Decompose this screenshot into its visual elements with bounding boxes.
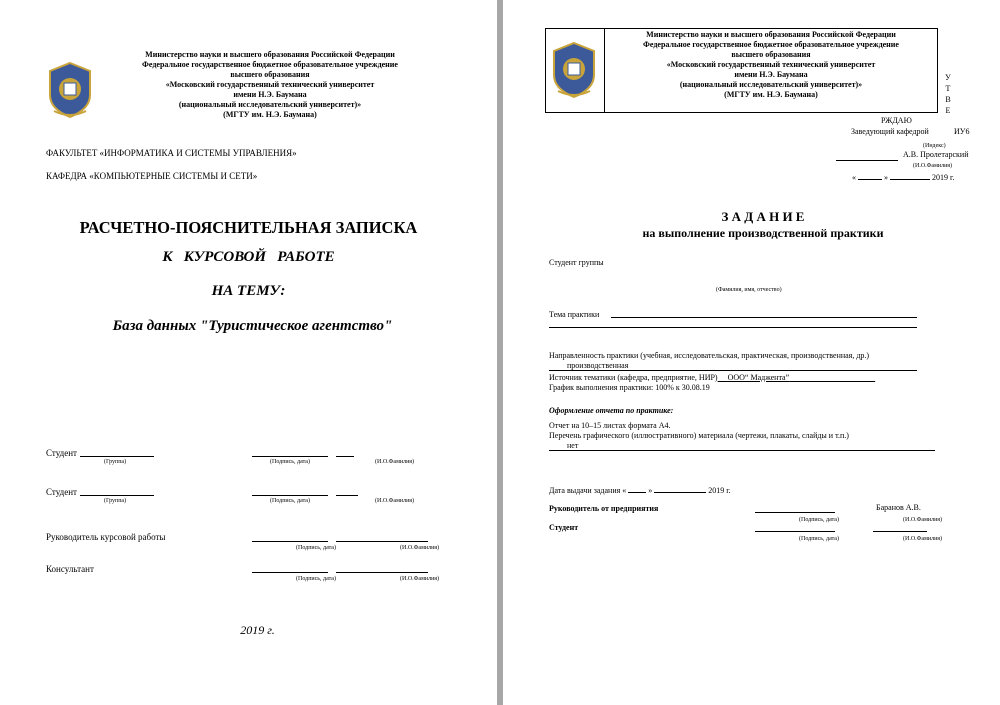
head-signature-field[interactable]	[836, 160, 898, 161]
topic-title: База данных "Туристическое агентство"	[112, 318, 393, 334]
header-line: (национальный исследовательский университет)»	[679, 80, 863, 89]
signature-field-short[interactable]	[336, 456, 354, 457]
quote-open: «	[852, 173, 856, 182]
name-field[interactable]	[336, 541, 428, 542]
header-line: Министерство науки и высшего образования Российской Федерации	[646, 30, 896, 39]
header-line: Министерство науки и высшего образования Российской Федерации	[145, 50, 395, 59]
document-subtitle: К КУРСОВОЙ РАБОТЕ	[162, 249, 335, 265]
approve-date	[852, 171, 954, 183]
signature-field[interactable]	[252, 541, 328, 542]
header-line: (МГТУ им. Н.Э. Баумана)	[724, 90, 818, 99]
quote-close: »	[884, 173, 888, 182]
university-header	[100, 50, 440, 120]
header-line: (национальный исследовательский университет)»	[178, 100, 362, 109]
student-label: Студент	[46, 448, 77, 458]
group-caption: (Группа)	[104, 498, 127, 504]
issue-date-label: Дата выдачи задания «	[549, 486, 627, 495]
document-title: РАСЧЕТНО-ПОЯСНИТЕЛЬНАЯ ЗАПИСКА	[79, 218, 418, 237]
approve-letters	[943, 72, 953, 116]
university-emblem-icon	[548, 41, 600, 99]
direction-value[interactable]: производственная	[567, 361, 629, 370]
supervisor-label: Руководитель курсовой работы	[46, 532, 166, 542]
year-label: 2019 г.	[240, 623, 275, 637]
company-supervisor-name: Баранов А.В.	[876, 503, 921, 512]
faculty-label: ФАКУЛЬТЕТ «ИНФОРМАТИКА И СИСТЕМЫ УПРАВЛЕНИЯ»	[46, 148, 297, 158]
approve-letter: Е	[945, 106, 951, 115]
issue-date-row	[549, 484, 731, 496]
index-caption: (Индекс)	[923, 143, 946, 149]
name-caption: (И.О.Фамилия)	[375, 459, 415, 465]
group-field[interactable]	[80, 495, 154, 496]
signature-field[interactable]	[252, 495, 328, 496]
day-field[interactable]	[858, 171, 882, 180]
name-field[interactable]	[336, 572, 428, 573]
university-emblem-icon	[44, 61, 96, 119]
head-name: А.В. Пролетарский	[903, 150, 969, 159]
sign-date-caption: (Подпись, дата)	[799, 517, 839, 523]
topic-field[interactable]	[611, 317, 917, 318]
report-heading: Оформление отчета по практике:	[549, 406, 674, 415]
approve-letter: У	[945, 73, 951, 82]
head-of-dept-label: Заведующий кафедрой	[851, 127, 929, 136]
assignment-subtitle: на выполнение производственной практики	[642, 226, 884, 240]
department-label: КАФЕДРА «КОМПЬЮТЕРНЫЕ СИСТЕМЫ И СЕТИ»	[46, 171, 258, 181]
signature-field[interactable]	[252, 572, 328, 573]
name-caption: (И.О.Фамилия)	[903, 536, 943, 542]
name-caption: (И.О.Фамилия)	[375, 498, 415, 504]
name-caption: (И.О.Фамилия)	[400, 545, 440, 551]
header-line: Федеральное государственное бюджетное образовательное учреждение	[142, 60, 398, 69]
name-caption: (И.О.Фамилия)	[400, 576, 440, 582]
header-line: «Московский государственный технический университет	[165, 80, 375, 89]
report-pages: Отчет на 10–15 листах формата А4.	[549, 421, 671, 430]
issue-date-label-close: »	[648, 486, 653, 495]
source-row	[549, 373, 875, 383]
header-line: «Московский государственный технический университет	[666, 60, 876, 69]
topic-field-line-2[interactable]	[549, 327, 917, 328]
io-caption: (И.О.Фамилия)	[913, 163, 953, 169]
header-line: высшего образования	[731, 50, 811, 59]
university-header	[606, 30, 936, 100]
header-divider	[604, 29, 605, 112]
group-field[interactable]	[80, 456, 154, 457]
source-label: Источник тематики (кафедра, предприятие, НИР)	[549, 373, 718, 382]
signature-field[interactable]	[252, 456, 328, 457]
header-line: (МГТУ им. Н.Э. Баумана)	[223, 110, 317, 119]
student-signature-field[interactable]	[755, 531, 835, 532]
month-field[interactable]	[890, 171, 930, 180]
student-group-label: Студент группы	[549, 258, 604, 267]
company-supervisor-label: Руководитель от предприятия	[549, 504, 659, 513]
direction-field[interactable]	[549, 370, 917, 371]
supervisor-signature-field[interactable]	[755, 512, 835, 513]
graphics-label: Перечень графического (иллюстративного) материала (чертежи, плакаты, слайды и т.п.)	[549, 431, 849, 440]
fio-caption: (Фамилия, имя, отчество)	[716, 287, 782, 293]
header-line: Федеральное государственное бюджетное образовательное учреждение	[643, 40, 899, 49]
signature-field-short[interactable]	[336, 495, 358, 496]
sign-date-caption: (Подпись, дата)	[270, 459, 310, 465]
name-caption: (И.О.Фамилия)	[903, 517, 943, 523]
graphics-field[interactable]	[549, 450, 935, 451]
assignment-title: З А Д А Н И Е	[721, 209, 805, 224]
header-box	[545, 28, 938, 113]
date-year: 2019 г.	[932, 173, 955, 182]
source-value[interactable]	[718, 373, 876, 382]
approve-letter: Т	[945, 84, 951, 93]
sign-date-caption: (Подпись, дата)	[296, 576, 336, 582]
dept-code: ИУ6	[954, 127, 970, 136]
source-value-text: ООО“ Маджента”	[727, 373, 790, 382]
sign-date-caption: (Подпись, дата)	[296, 545, 336, 551]
student-name-field[interactable]	[873, 531, 927, 532]
issue-month-field[interactable]	[654, 484, 706, 493]
header-line: имени Н.Э. Баумана	[734, 70, 808, 79]
direction-label: Направленность практики (учебная, исследовательская, практическая, производственная, др.)	[549, 351, 870, 360]
graphics-value[interactable]: нет	[567, 441, 579, 450]
title-page	[0, 0, 497, 705]
topic-label: Тема практики	[549, 310, 600, 319]
consultant-label: Консультант	[46, 564, 94, 574]
approve-tail: РЖДАЮ	[881, 116, 912, 125]
assignment-page	[503, 0, 1000, 705]
sign-date-caption: (Подпись, дата)	[799, 536, 839, 542]
issue-day-field[interactable]	[628, 484, 646, 493]
header-line: высшего образования	[230, 70, 310, 79]
header-line: имени Н.Э. Баумана	[233, 90, 307, 99]
student-label: Студент	[549, 523, 579, 532]
schedule-label: График выполнения практики: 100% к 30.08.19	[549, 383, 710, 392]
group-caption: (Группа)	[104, 459, 127, 465]
sign-date-caption: (Подпись, дата)	[270, 498, 310, 504]
approve-letter: В	[945, 95, 951, 104]
issue-date-year: 2019 г.	[708, 486, 731, 495]
student-label: Студент	[46, 487, 77, 497]
on-topic-label: НА ТЕМУ:	[211, 283, 286, 299]
